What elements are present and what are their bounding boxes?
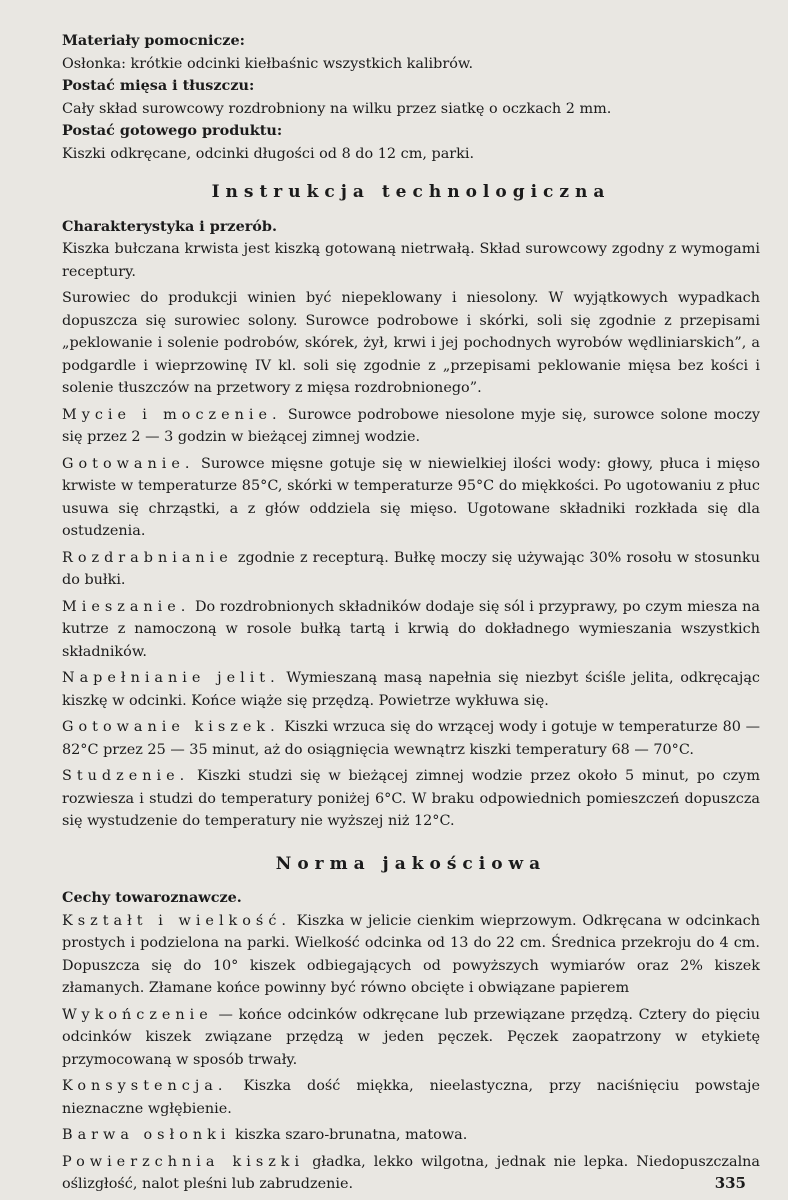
form-meat-label: Postać mięsa i tłuszczu: [62,77,255,94]
paragraph-shape: Kształt i wielkość. Kiszka w jelicie cienkim wieprzowym. Odkręcana w odcinkach prostych i podzielona na parki. Wielkość odcinka od 13 do 22 cm. Średnica przekroju do 4 cm. Dopuszcza się do 10° kiszek odbiegających od powyższych wymiarów oraz 2% kiszek złamanych. Złamane końce powinny być równo obcięte i obwiązane papierem [62,912,760,996]
term-shape: Kształt i wielkość. [62,912,291,929]
term-cooling: Studzenie. [62,768,190,784]
section-subtitle-characteristics: Charakterystyka i przerób. [62,217,277,235]
term-mixing: Mieszanie. [62,598,191,615]
term-cooking: Gotowanie. [62,455,195,472]
paragraph-consistency: Konsystencja. Kiszka dość miękka, nieelastyczna, przy naciśnięciu powstaje nieznaczne wgłębienie. [62,1078,760,1117]
section-title-technology: Instrukcja technologiczna [211,182,611,202]
section-subtitle-features: Cechy towaroznawcze. [62,889,242,906]
paragraph-mixing: Mieszanie. Do rozdrobnionych składników dodaje się sól i przyprawy, po czym miesza na kutrze z namoczoną w rosole bułką tartą i krwią do dokładnego wymieszania wszystkich składników. [62,598,760,660]
form-product-label: Postać gotowego produktu: [62,122,283,139]
paragraph-washing: Mycie i moczenie. Surowce podrobowe niesolone myje się, surowce solone moczy się przez 2 — 3 godzin w bieżącej zimnej wodzie. [62,406,760,445]
form-meat-text: Cały skład surowcowy rozdrobniony na wilku przez siatkę o oczkach 2 mm. [62,100,612,117]
paragraph-casing-color: Barwa osłonki kiszka szaro-brunatna, matowa. [62,1127,468,1143]
paragraph-filling: Napełnianie jelit. Wymieszaną masą napełnia się niezbyt ściśle jelita, odkręcając kiszkę w odcinki. Końce wiąże się przędzą. Powietrze wykłuwa się. [62,670,760,709]
term-casing-color: Barwa osłonki [62,1127,231,1143]
paragraph: Kiszka bułczana krwista jest kiszką gotowaną nietrwałą. Skład surowcowy zgodny z wymogami receptury. [62,241,760,280]
paragraph-cooling: Studzenie. Kiszki studzi się w bieżącej zimnej wodzie przez około 5 minut, po czym rozwiesza i studzi do temperatury poniżej 6°C. W braku odpowiednich pomieszczeń dopuszcza się wystudzenie do temperatury nie wyższej niż 12°C. [62,768,760,829]
term-surface: Powierzchnia kiszki [62,1153,305,1170]
section-title-quality: Norma jakościowa [275,853,547,874]
term-finish: Wykończenie [62,1006,213,1023]
materials-text: Osłonka: krótkie odcinki kiełbaśnic wszystkich kalibrów. [62,55,474,72]
term-filling: Napełnianie jelit. [62,670,280,686]
page-number: 335 [714,1174,746,1192]
form-product-text: Kiszki odkręcane, odcinki długości od 8 do 12 cm, parki. [62,145,475,162]
term-boiling: Gotowanie kiszek. [62,719,280,735]
paragraph-cooking: Gotowanie. Surowce mięsne gotuje się w niewielkiej ilości wody: głowy, płuca i mięso krwiste w temperaturze 85°C, skórki w temperaturze 95°C do miękkości. Po ugotowaniu z płuc usuwa się chrząstki, a z głów oddziela się mięso. Ugotowane składniki rozkłada się dla ostudzenia. [62,455,760,539]
term-washing: Mycie i moczenie. [62,406,282,423]
paragraph-grinding: Rozdrabnianie zgodnie z recepturą. Bułkę moczy się używając 30% rosołu w stosunku do bułki. [62,549,761,588]
term-consistency: Konsystencja. [62,1078,228,1094]
paragraph: Surowiec do produkcji winien być niepeklowany i niesolony. W wyjątkowych wypadkach dopuszcza się surowiec solony. Surowce podrobowe i skórki, soli się zgodnie z przepisami „peklowanie i solenie podrobów, skórek, żył, krwi i jej pochodnych wyrobów wędliniarskich”, a podgardle i wieprzowinę IV kl. soli się zgodnie z „przepisami peklowanie mięsa bez kości i solenie tłuszczów na przetwory z mięsa rozdrobnionego”. [62,290,760,396]
paragraph-finish: Wykończenie — końce odcinków odkręcane lub przewiązane przędzą. Cztery do pięciu odcinków kiszek związane przędzą w jeden pęczek. Pęczek zaopatrzony w etykietę przymocowaną w sposób trwały. [62,1006,761,1068]
body-text [62,30,760,1196]
materials-label: Materiały pomocnicze: [62,32,245,49]
paragraph-surface: Powierzchnia kiszki gładka, lekko wilgotna, jednak nie lepka. Niedopuszczalna oślizgłość, nalot pleśni lub zabrudzenie. [62,1153,761,1192]
term-grinding: Rozdrabnianie [62,549,233,566]
paragraph-boiling: Gotowanie kiszek. Kiszki wrzuca się do wrzącej wody i gotuje w temperaturze 80 — 82°C przez 25 — 35 minut, aż do osiągnięcia wewnątrz kiszki temperatury 68 — 70°C. [62,719,760,758]
